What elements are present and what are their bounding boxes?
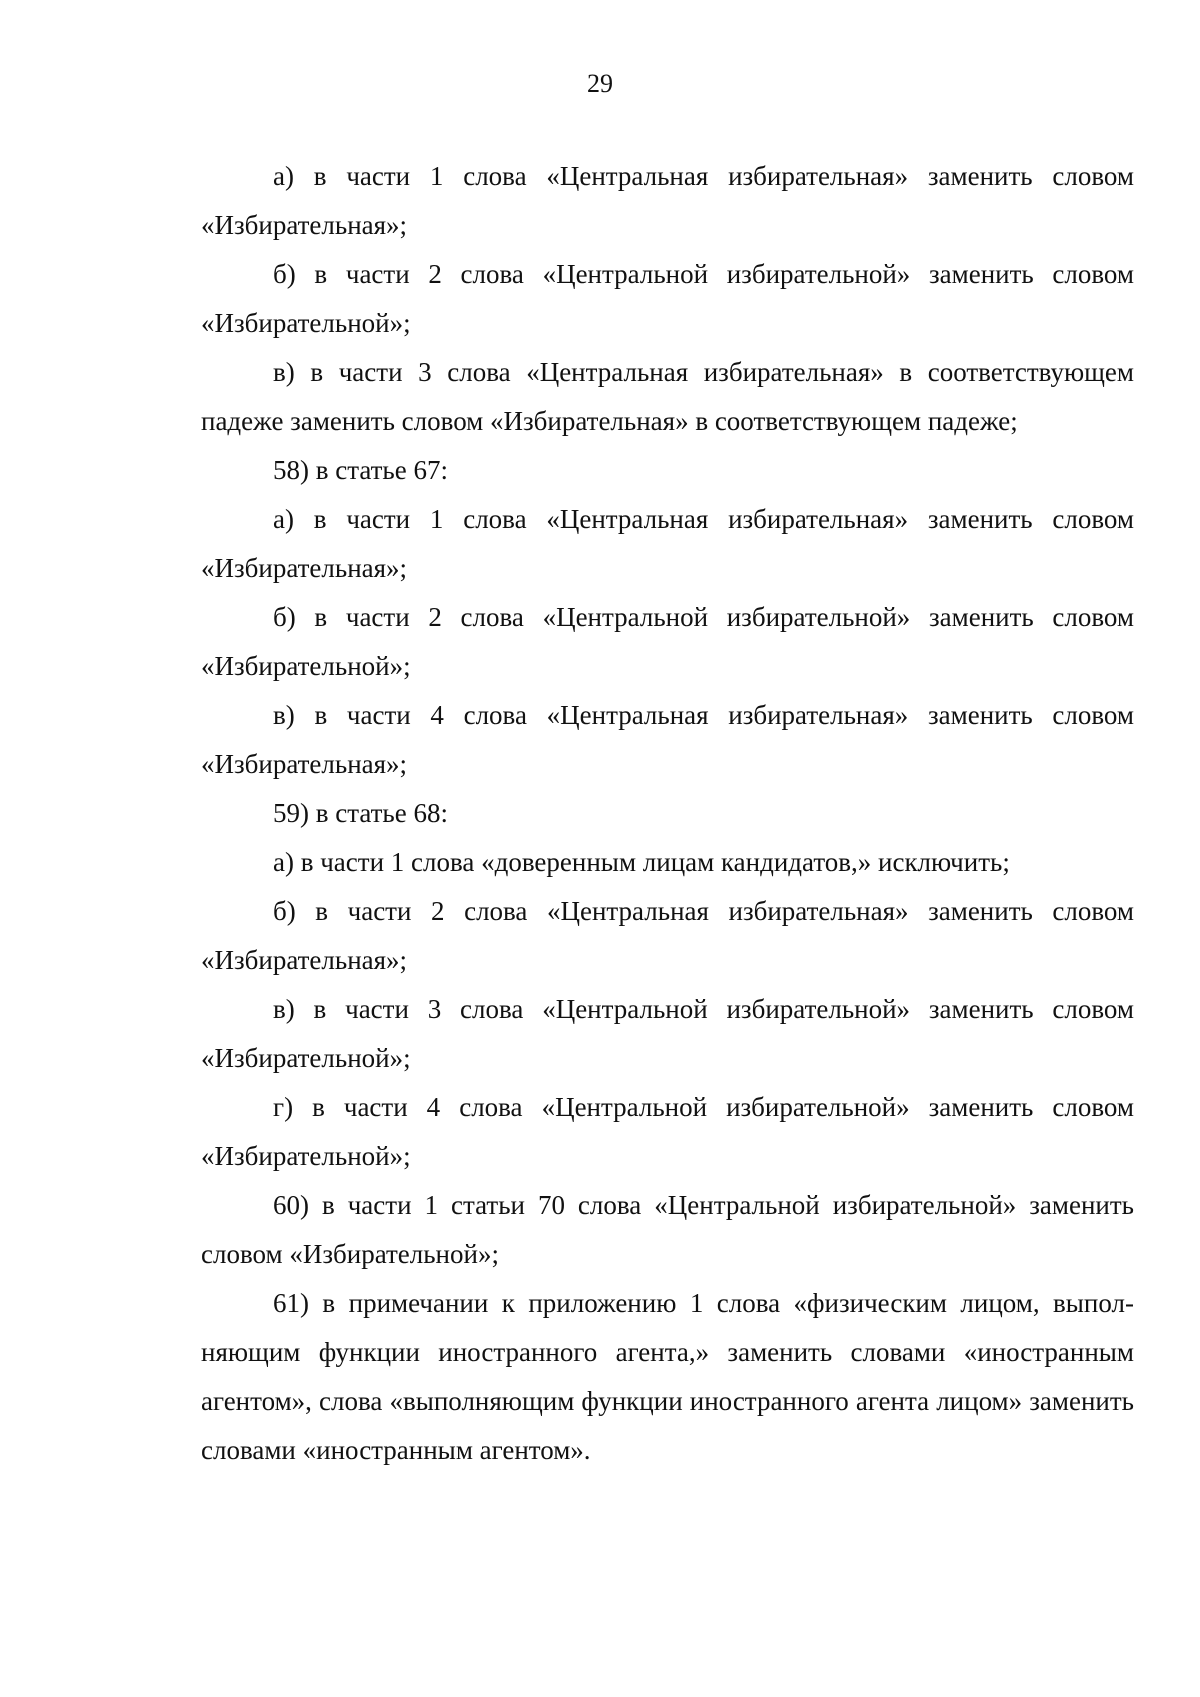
paragraph-g-art68-part4: г) в части 4 слова «Центральной избирательной» заменить словом «Избирательной»; <box>201 1092 1134 1171</box>
paragraph-59-article-68: 59) в статье 68: <box>273 798 448 828</box>
paragraph-b-art68-part2: б) в части 2 слова «Центральная избирательная» заменить словом «Избирательная»; <box>201 896 1134 975</box>
page-number: 29 <box>587 69 613 98</box>
paragraph-v-part3-case: в) в части 3 слова «Центральная избирательная» в соответствующем падеже заменить словом «Избирательная» в соответствующем падеже; <box>201 357 1134 436</box>
paragraph-v-art67-part4: в) в части 4 слова «Центральная избирательная» заменить словом «Избирательная»; <box>201 700 1134 779</box>
paragraph-v-art68-part3: в) в части 3 слова «Центральной избирательной» заменить словом «Избирательной»; <box>201 994 1134 1073</box>
paragraph-b-art67-part2: б) в части 2 слова «Центральной избирательной» заменить словом «Избирательной»; <box>201 602 1134 681</box>
paragraph-a-art67-part1: а) в части 1 слова «Центральная избирательная» заменить словом «Избирательная»; <box>201 504 1134 583</box>
paragraph-a-art68-part1: а) в части 1 слова «доверенным лицам кандидатов,» исключить; <box>273 847 1010 877</box>
paragraph-60-article-70: 60) в части 1 статьи 70 слова «Центральной избирательной» заменить словом «Избирательной»; <box>201 1190 1134 1269</box>
paragraph-61-appendix-note: 61) в примечании к приложению 1 слова «физическим лицом, выполняющим функции иностранного агента,» заменить словами «иностранным агентом», слова «выполняющим функции иностранного агента лицом» заменить словами «иностранным агентом». <box>201 1288 1134 1465</box>
paragraph-a-part1-central-elective: а) в части 1 слова «Центральная избирательная» заменить словом «Избирательная»; <box>201 161 1134 240</box>
document-body <box>201 152 1134 1475</box>
paragraph-58-article-67: 58) в статье 67: <box>273 455 448 485</box>
paragraph-b-part2-central-elective: б) в части 2 слова «Центральной избирательной» заменить словом «Избирательной»; <box>201 259 1134 338</box>
